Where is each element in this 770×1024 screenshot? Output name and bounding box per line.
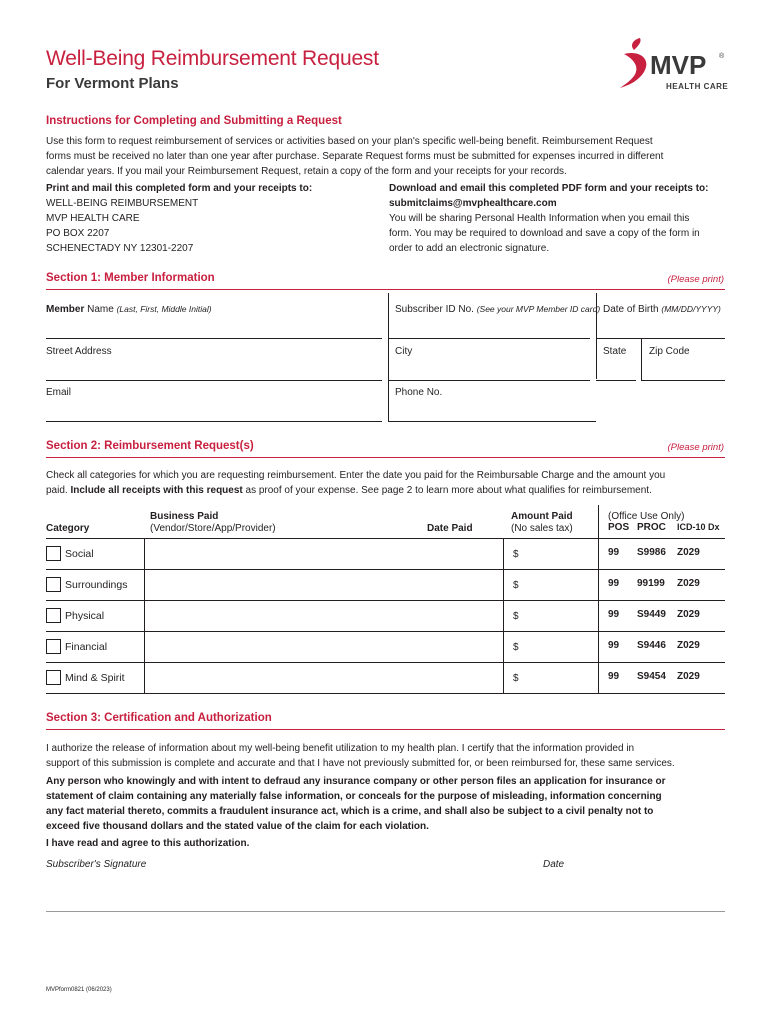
date-paid-header: Date Paid <box>427 523 473 534</box>
icd-header: ICD-10 Dx <box>677 522 720 532</box>
mail-line: SCHENECTADY NY 12301-2207 <box>46 243 194 254</box>
subscriber-id-label: Subscriber ID No. (See your MVP Member ID card) <box>395 304 601 315</box>
street-address-field[interactable] <box>46 380 382 381</box>
fraud-line-2: statement of claim containing any materially false information, or conceals for the purpose of misleading, information concerning <box>46 791 662 802</box>
subscriber-id-field[interactable] <box>388 338 590 339</box>
proc-code: S9449 <box>637 609 666 620</box>
surroundings-checkbox[interactable] <box>46 577 61 592</box>
signature-label: Subscriber's Signature <box>46 859 147 870</box>
date-label: Date <box>543 859 565 870</box>
instructions-line-2: forms must be received no later than one year after purchase. Separate Request forms must be submitted for expenses incurred in different <box>46 151 664 162</box>
instructions-line-1: Use this form to request reimbursement of services or activities based on your plan's specific well-being benefit. Reimbursement Request <box>46 136 653 147</box>
icd-code: Z029 <box>677 640 700 651</box>
instructions-line-3: calendar years. If you mail your Reimbursement Request, retain a copy of the form and your receipts for your records. <box>46 166 567 177</box>
currency-symbol: $ <box>513 549 519 560</box>
section2-divider <box>46 457 725 458</box>
phone-field[interactable] <box>388 421 596 422</box>
proc-code: S9446 <box>637 640 666 651</box>
amount-paid-field[interactable] <box>504 601 598 632</box>
section2-intro-line-1: Check all categories for which you are requesting reimbursement. Enter the date you paid for the Reimbursable Charge and the amount you <box>46 470 666 481</box>
section2-intro-line-2: paid. Include all receipts with this request as proof of your expense. See page 2 to learn more about what qualifies for reimbursement. <box>46 485 652 496</box>
state-label: State <box>603 346 627 357</box>
city-label: City <box>395 346 413 357</box>
pos-code: 99 <box>608 640 620 651</box>
zip-code-label: Zip Code <box>649 346 690 357</box>
business-paid-field[interactable] <box>145 663 503 694</box>
proc-code: S9986 <box>637 547 666 558</box>
email-heading: Download and email this completed PDF form and your receipts to: <box>389 183 709 194</box>
mind-spirit-checkbox[interactable] <box>46 670 61 685</box>
email-field[interactable] <box>46 421 382 422</box>
member-name-label: Member Name (Last, First, Middle Initial) <box>46 304 212 315</box>
logo-tagline: HEALTH CARE <box>666 82 729 91</box>
signature-date-field[interactable] <box>543 872 725 910</box>
email-label: Email <box>46 387 72 398</box>
pos-code: 99 <box>608 578 620 589</box>
category-label: Social <box>65 548 94 560</box>
table-row <box>46 539 725 570</box>
proc-code: 99199 <box>637 578 665 589</box>
mail-line: PO BOX 2207 <box>46 228 110 239</box>
phone-label: Phone No. <box>395 387 443 398</box>
authorization-text <box>46 741 736 771</box>
email-block <box>389 181 734 256</box>
amount-paid-field[interactable] <box>504 663 598 694</box>
section3-title: Section 3: Certification and Authorization <box>46 712 272 724</box>
logo-brand: MVP <box>650 50 707 80</box>
category-label: Financial <box>65 641 108 653</box>
icd-code: Z029 <box>677 671 700 682</box>
section1-divider <box>46 289 725 290</box>
business-paid-field[interactable] <box>145 570 503 601</box>
pos-code: 99 <box>608 547 620 558</box>
business-paid-subheader: (Vendor/Store/App/Provider) <box>150 523 276 534</box>
business-paid-header: Business Paid <box>150 511 219 522</box>
row-divider <box>46 693 725 694</box>
pos-code: 99 <box>608 671 620 682</box>
fraud-line-4: exceed five thousand dollars and the stated value of the claim for each violation. <box>46 821 429 832</box>
icd-code: Z029 <box>677 547 700 558</box>
amount-paid-subheader: (No sales tax) <box>511 523 573 534</box>
icd-code: Z029 <box>677 609 700 620</box>
category-label: Mind & Spirit <box>65 672 125 684</box>
fraud-warning <box>46 774 736 834</box>
financial-checkbox[interactable] <box>46 639 61 654</box>
fraud-line-3: any fact material thereto, commits a fraudulent insurance act, which is a crime, and shall also be subject to a civil penalty not to <box>46 806 654 817</box>
form-title: Well-Being Reimbursement Request <box>46 47 379 70</box>
currency-symbol: $ <box>513 642 519 653</box>
state-field[interactable] <box>596 380 636 381</box>
table-row <box>46 663 725 694</box>
section1-title: Section 1: Member Information <box>46 272 215 284</box>
instructions-text <box>46 134 736 179</box>
table-row <box>46 570 725 601</box>
instructions-heading: Instructions for Completing and Submitting a Request <box>46 115 342 127</box>
email-note-line: form. You may be required to download and save a copy of the form in <box>389 228 700 239</box>
street-address-label: Street Address <box>46 346 112 357</box>
amount-paid-field[interactable] <box>504 632 598 663</box>
section2-title: Section 2: Reimbursement Request(s) <box>46 440 254 452</box>
category-label: Physical <box>65 610 105 622</box>
email-note-line: You will be sharing Personal Health Information when you email this <box>389 213 690 224</box>
business-paid-field[interactable] <box>145 601 503 632</box>
email-note-line: order to add an electronic signature. <box>389 243 550 254</box>
section2-intro <box>46 468 736 498</box>
icd-code: Z029 <box>677 578 700 589</box>
member-name-field[interactable] <box>46 338 382 339</box>
dob-field[interactable] <box>596 338 725 339</box>
office-use-header: (Office Use Only) <box>608 511 685 522</box>
authorization-line-1: I authorize the release of information about my well-being benefit utilization to my health plan. I certify that the information provided in <box>46 743 635 754</box>
currency-symbol: $ <box>513 580 519 591</box>
mail-heading: Print and mail this completed form and your receipts to: <box>46 183 313 194</box>
form-subtitle: For Vermont Plans <box>46 75 179 92</box>
pos-code: 99 <box>608 609 620 620</box>
zip-code-field[interactable] <box>641 380 725 381</box>
table-row <box>46 632 725 663</box>
section3-divider <box>46 729 725 730</box>
proc-code: S9454 <box>637 671 666 682</box>
column-divider <box>641 339 642 381</box>
pos-header: POS <box>608 522 630 533</box>
logo-registered: ® <box>719 53 725 60</box>
amount-paid-field[interactable] <box>504 539 598 570</box>
category-header: Category <box>46 523 90 534</box>
table-row <box>46 601 725 632</box>
physical-checkbox[interactable] <box>46 608 61 623</box>
business-paid-field[interactable] <box>145 632 503 663</box>
signature-field[interactable] <box>46 872 536 910</box>
email-address-link[interactable]: submitclaims@mvphealthcare.com <box>389 198 557 209</box>
authorization-line-2: support of this submission is complete and accurate and that I have not previously submitted for, or been reimbursed for, these same services. <box>46 758 675 769</box>
city-field[interactable] <box>388 380 590 381</box>
column-divider <box>388 293 389 421</box>
category-label: Surroundings <box>65 579 128 591</box>
agree-statement: I have read and agree to this authorization. <box>46 838 250 849</box>
mail-line: WELL-BEING REIMBURSEMENT <box>46 198 199 209</box>
currency-symbol: $ <box>513 673 519 684</box>
section2-please-print: (Please print) <box>667 442 724 453</box>
proc-header: PROC <box>637 522 666 533</box>
currency-symbol: $ <box>513 611 519 622</box>
amount-paid-field[interactable] <box>504 570 598 601</box>
dob-label: Date of Birth (MM/DD/YYYY) <box>603 304 721 315</box>
signature-line <box>46 911 725 912</box>
form-id: MVPform0821 (06/2023) <box>46 987 112 993</box>
fraud-line-1: Any person who knowingly and with intent to defraud any insurance company or other person files an application for insurance or <box>46 776 666 787</box>
mail-line: MVP HEALTH CARE <box>46 213 140 224</box>
mvp-logo <box>618 36 733 96</box>
section1-please-print: (Please print) <box>667 274 724 285</box>
mvp-swoosh-icon <box>618 36 733 96</box>
amount-paid-header: Amount Paid <box>511 511 573 522</box>
social-checkbox[interactable] <box>46 546 61 561</box>
mail-block <box>46 181 376 256</box>
business-paid-field[interactable] <box>145 539 503 570</box>
